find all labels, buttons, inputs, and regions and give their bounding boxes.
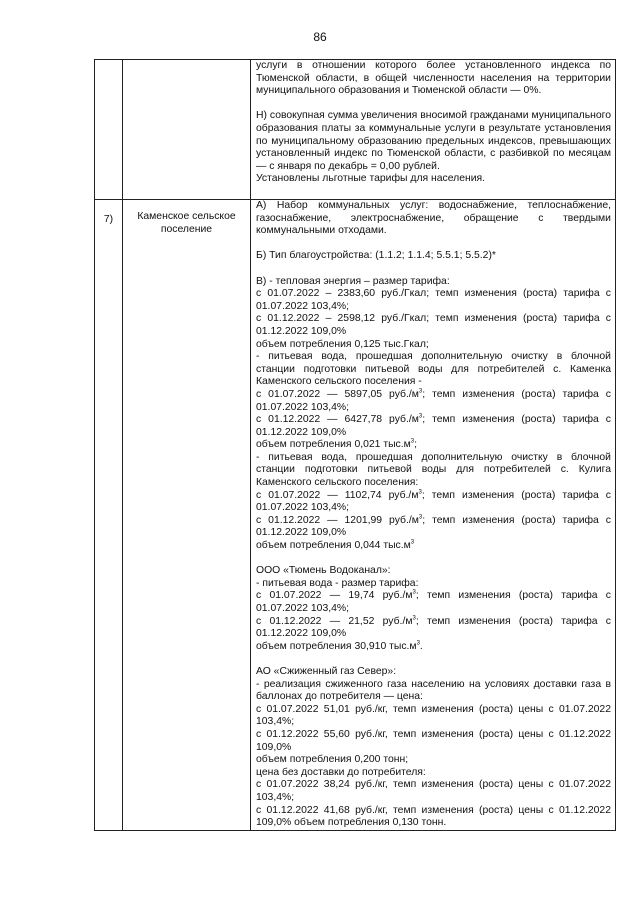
text-part: объем потребления 0,021 тыс.м [256, 439, 411, 451]
paragraph: - питьевая вода - размер тарифа: [256, 577, 419, 589]
paragraph [256, 490, 611, 515]
paragraph [256, 616, 611, 641]
text-part: с 01.12.2022 — 6427,78 руб./м [256, 414, 419, 426]
row-content [251, 200, 616, 831]
table-row [95, 200, 616, 831]
paragraph [256, 590, 611, 615]
paragraph: - питьевая вода, прошедшая дополнительную очистку в блочной станции подготовки питьевой воды для потребителей с. Кулига Каменского сельского поселения: [256, 451, 611, 489]
row-number [95, 60, 123, 200]
paragraph: А) Набор коммунальных услуг: водоснабжение, теплоснабжение, газоснабжение, электроснабжение, обращение с твердыми коммунальными отходами. [256, 200, 611, 237]
superscript: 3 [418, 489, 422, 496]
table-row [95, 60, 616, 200]
superscript: 3 [412, 589, 416, 596]
row-content [251, 60, 616, 200]
paragraph [256, 540, 611, 553]
text-part: ; темп изменения (роста) тарифа с 01.12.2022 109,0% [256, 414, 612, 438]
paragraph [256, 439, 611, 452]
settlement-name: Каменское сельское поселение [123, 200, 251, 831]
paragraph [256, 414, 611, 439]
text-part: ; темп изменения (роста) тарифа с 01.07.2022 103,4%; [256, 590, 612, 614]
text-part: ; [414, 439, 418, 451]
paragraph: объем потребления 0,125 тыс.Гкал; [256, 338, 429, 350]
superscript: 3 [412, 615, 416, 622]
paragraph: с 01.07.2022 51,01 руб./кг, темп изменения (роста) цены с 01.07.2022 103,4%; [256, 703, 611, 728]
row-number: 7) [95, 200, 123, 831]
paragraph: Н) совокупная сумма увеличения вносимой гражданами муниципального образования платы за коммунальные услуги в результате установления по муниципальному образованию предельных индексов, превышающих установленный индекс по Тюменской области, с разбивкой по месяцам — с января по декабрь = 0,00 рублей. [256, 110, 611, 172]
paragraph: АО «Сжиженный газ Север»: [256, 665, 397, 677]
text-part: с 01.07.2022 — 5897,05 руб./м [256, 388, 419, 400]
text-part: с 01.07.2022 — 19,74 руб./м [256, 590, 413, 602]
text-part: ; темп изменения (роста) тарифа с 01.12.2022 109,0% [256, 514, 612, 539]
superscript: 3 [418, 413, 423, 420]
text-part: ; темп изменения (роста) тарифа с 01.07.2022 103,4%; [256, 489, 611, 514]
superscript: 3 [410, 438, 415, 445]
paragraph [256, 389, 611, 414]
paragraph [256, 641, 611, 654]
text-part: ; темп изменения (роста) тарифа с 01.07.2022 103,4%; [256, 388, 612, 413]
settlement-name [123, 60, 251, 200]
paragraph: цена без доставки до потребителя: [256, 766, 426, 778]
superscript: 3 [418, 388, 423, 395]
text-part: ; темп изменения (роста) тарифа с 01.12.2022 109,0% [256, 615, 612, 640]
paragraph: Установлены льготные тарифы для населения. [256, 173, 486, 185]
paragraph: с 01.12.2022 – 2598,12 руб./Гкал; темп изменения (роста) тарифа с 01.12.2022 109,0% [256, 313, 611, 337]
paragraph: услуги в отношении которого более установленного индекса по Тюменской области, в общей численности населения на территории муниципального образования и Тюменской области — 0%. [256, 60, 611, 97]
paragraph [256, 515, 611, 540]
text-part: объем потребления 0,044 тыс.м [256, 540, 411, 552]
paragraph: с 01.07.2022 38,24 руб./кг, темп изменения (роста) цены с 01.07.2022 103,4%; [256, 779, 611, 803]
paragraph: В) - тепловая энергия – размер тарифа: [256, 275, 450, 287]
document-table [94, 59, 616, 831]
text-part: . [419, 640, 423, 652]
paragraph: Б) Тип благоустройства: (1.1.2; 1.1.4; 5.5.1; 5.5.2)* [256, 250, 496, 262]
paragraph: с 01.07.2022 – 2383,60 руб./Гкал; темп изменения (роста) тарифа с 01.07.2022 103,4%; [256, 288, 611, 312]
paragraph: с 01.12.2022 41,68 руб./кг, темп изменения (роста) цены с 01.12.2022 109,0% объем потребления 0,130 тонн. [256, 804, 611, 829]
superscript: 3 [416, 640, 420, 647]
superscript: 3 [418, 514, 423, 521]
paragraph: объем потребления 0,200 тонн; [256, 754, 409, 766]
text-part: с 01.12.2022 — 1201,99 руб./м [256, 514, 419, 526]
page-number: 86 [313, 30, 327, 44]
text-part: с 01.07.2022 — 1102,74 руб./м [256, 489, 419, 501]
paragraph: ООО «Тюмень Водоканал»: [256, 565, 391, 577]
text-part: с 01.12.2022 — 21,52 руб./м [256, 615, 413, 627]
text-part: объем потребления 30,910 тыс.м [256, 640, 417, 652]
paragraph: - питьевая вода, прошедшая дополнительную очистку в блочной станции подготовки питьевой воды для потребителей с. Каменка Каменского сельского поселения - [256, 351, 611, 388]
paragraph: с 01.12.2022 55,60 руб./кг, темп изменения (роста) цены с 01.12.2022 109,0% [256, 728, 611, 753]
paragraph: - реализация сжиженного газа населению на условиях доставки газа в баллонах до потребителя — цена: [256, 678, 611, 703]
superscript: 3 [410, 539, 415, 546]
